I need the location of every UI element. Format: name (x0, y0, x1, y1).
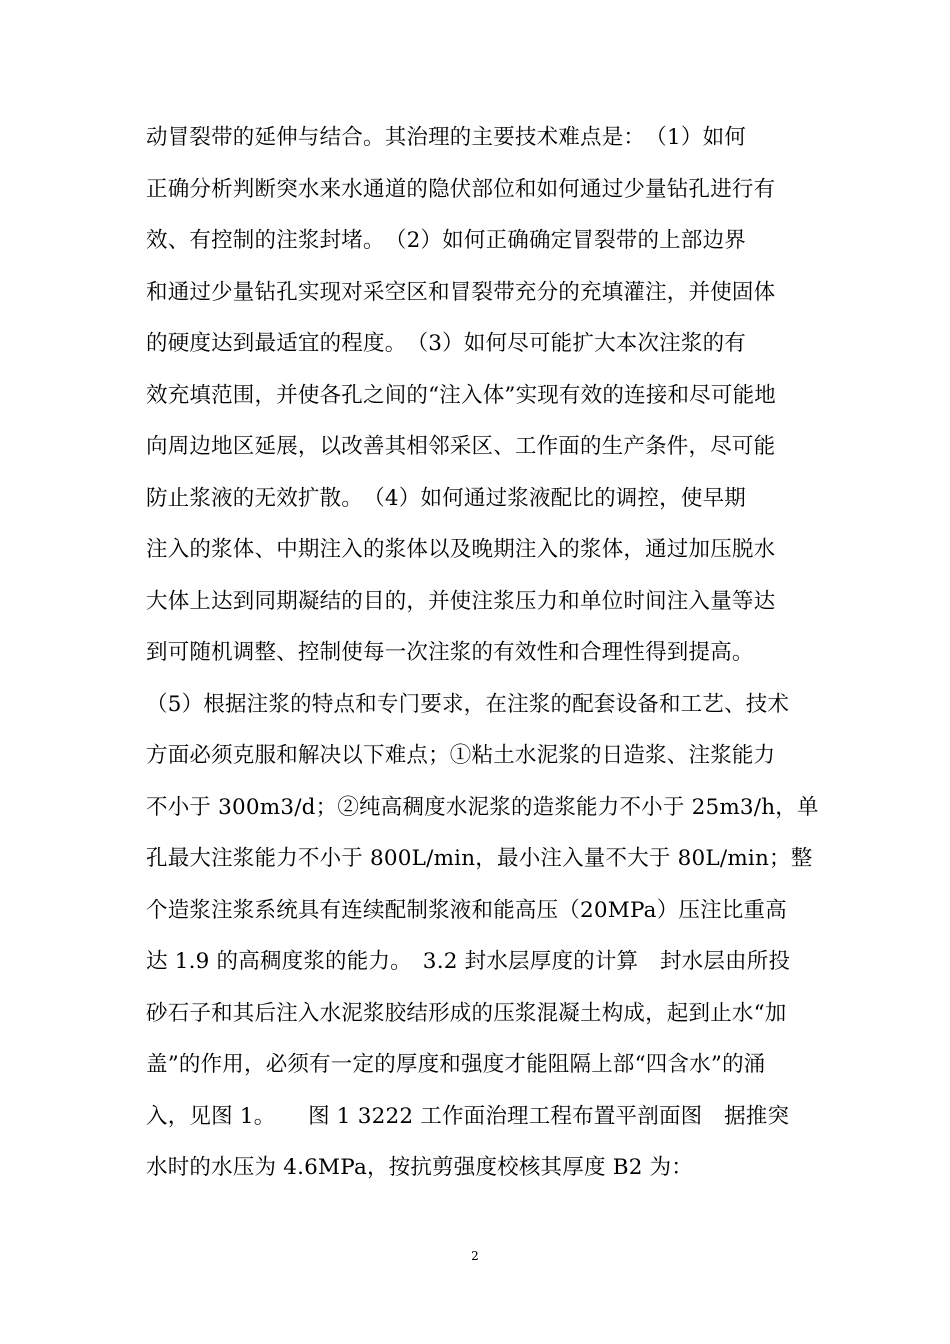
text-line: （5）根据注浆的特点和专门要求，在注浆的配套设备和工艺、技术 (146, 691, 790, 717)
text-line: 入，见图 1。 图 1 3222 工作面治理工程布置平剖面图 据推突 (146, 1103, 790, 1129)
text-line: 效充填范围，并使各孔之间的“注入体”实现有效的连接和尽可能地 (146, 382, 776, 408)
text-line: 效、有控制的注浆封堵。 （2）如何正确确定冒裂带的上部边界 (146, 228, 746, 253)
text-line: 动冒裂带的延伸与结合。其治理的主要技术难点是： （1）如何 (146, 125, 746, 150)
text-line: 大体上达到同期凝结的目的，并使注浆压力和单位时间注入量等达 (146, 588, 776, 614)
text-line: 到可随机调整、控制使每一次注浆的有效性和合理性得到提高。 (146, 640, 754, 665)
text-line: 注入的浆体、中期注入的浆体以及晚期注入的浆体，通过加压脱水 (146, 537, 776, 562)
page-number: 2 (471, 1249, 479, 1263)
text-line: 不小于 300m3/d；②纯高稠度水泥浆的造浆能力不小于 25m3/h，单 (146, 794, 819, 820)
text-line: 正确分析判断突水来水通道的隐伏部位和如何通过少量钻孔进行有 (146, 176, 776, 202)
text-line: 达 1.9 的高稠度浆的能力。 3.2 封水层厚度的计算 封水层由所投 (146, 949, 791, 974)
text-line: 砂石子和其后注入水泥浆胶结形成的压浆混凝土构成，起到止水“加 (146, 1000, 787, 1026)
text-line: 防止浆液的无效扩散。 （4）如何通过浆液配比的调控，使早期 (146, 485, 746, 511)
body-text (146, 112, 819, 1194)
text-line: 个造浆注浆系统具有连续配制浆液和能高压（20MPa）压注比重高 (146, 897, 787, 923)
text-line: 的硬度达到最适宜的程度。 （3）如何尽可能扩大本次注浆的有 (146, 331, 746, 356)
text-line: 盖”的作用，必须有一定的厚度和强度才能阻隔上部“四含水”的涌 (146, 1052, 766, 1077)
text-line: 方面必须克服和解决以下难点；①粘土水泥浆的日造浆、注浆能力 (146, 743, 776, 768)
text-line: 水时的水压为 4.6MPa，按抗剪强度校核其厚度 B2 为： (146, 1155, 694, 1180)
text-line: 孔最大注浆能力不小于 800L/min，最小注入量不大于 80L/min；整 (146, 846, 813, 871)
text-line: 向周边地区延展，以改善其相邻采区、工作面的生产条件，尽可能 (146, 434, 776, 459)
text-line: 和通过少量钻孔实现对采空区和冒裂带充分的充填灌注，并使固体 (146, 279, 776, 305)
